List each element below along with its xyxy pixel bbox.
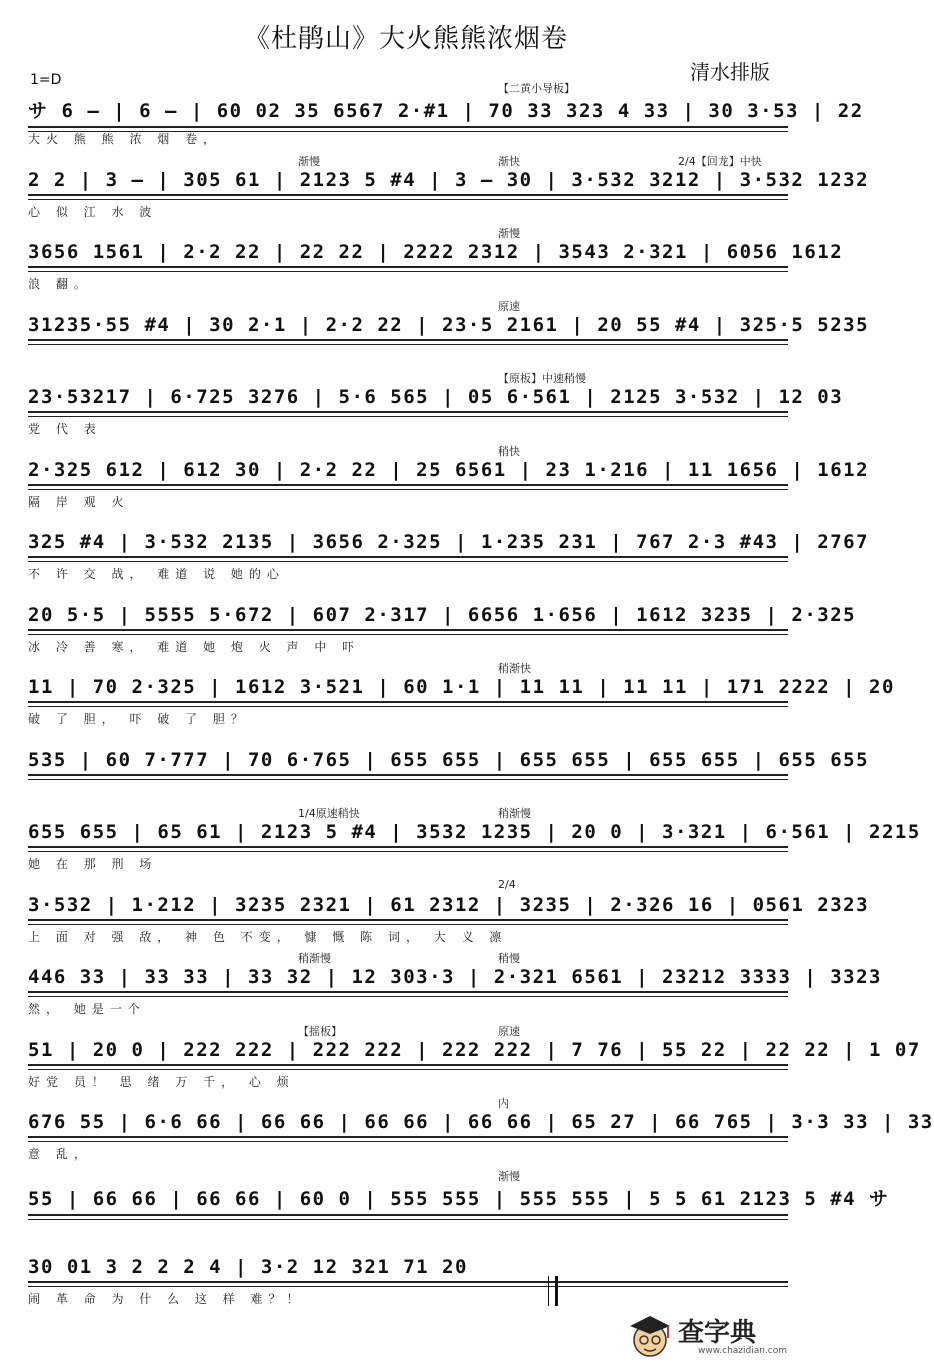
notation-line: 30 01 3 2 2 2 4 | 3·2 12 321 71 20: [28, 1256, 788, 1283]
notation-line: 23·53217 | 6·725 3276 | 5·6 565 | 05 6·561 | 2125 3·532 | 12 03: [28, 386, 788, 413]
score-row: [28, 662, 895, 736]
lyrics-line: 破 了 胆， 吓 破 了 胆？: [28, 712, 249, 726]
tempo-marking: 1/4原速稍快: [298, 807, 360, 820]
tempo-marking: 稍快: [498, 444, 520, 458]
lyrics-line: 党 代 表: [28, 422, 102, 436]
site-name: 查字典: [678, 1318, 757, 1348]
notation-line: 655 655 | 65 61 | 2123 5 #4 | 3532 1235 | 20 0 | 3·321 | 6·561 | 2215: [28, 821, 788, 848]
site-url: www.chazidian.com: [698, 1346, 788, 1356]
key-signature: 1=D: [30, 72, 62, 88]
tempo-marking: 2/4【回龙】中快: [678, 154, 762, 168]
notation-line: 51 | 20 0 | 222 222 | 222 222 | 222 222 | 7 76 | 55 22 | 22 22 | 1 07: [28, 1039, 788, 1066]
score-row: [28, 877, 870, 954]
score-row: [28, 952, 882, 1026]
lyrics-line: 大火 熊 熊 浓 烟 卷，: [28, 132, 222, 146]
tempo-marking: 稍渐快: [498, 662, 531, 675]
final-barline: [548, 1276, 558, 1306]
notation-line: 676 55 | 6·6 66 | 66 66 | 66 66 | 66 66 | 65 27 | 66 765 | 3·3 33 | 33: [28, 1111, 788, 1138]
tempo-marking: 【原板】中速稍慢: [498, 372, 586, 385]
lyrics-line: 浪 翻。: [28, 277, 92, 291]
score-row: [28, 531, 870, 591]
lyrics-line: 心 似 江 水 波: [28, 204, 158, 219]
score-row: [28, 444, 870, 519]
lyrics-line: 她 在 那 刑 场: [28, 857, 158, 871]
tempo-marking: 稍渐慢: [498, 807, 531, 820]
lyrics-line: 意 乱，: [28, 1147, 92, 1161]
score-row: [28, 1169, 890, 1244]
tempo-marking: 渐慢: [298, 154, 320, 168]
lyrics-line: 冰 冷 善 寒， 难道 她 炮 火 声 中 吓: [28, 639, 361, 654]
score-row: [28, 748, 870, 809]
page-title: 《杜鹃山》大火熊熊浓烟卷: [243, 24, 568, 54]
lyrics-line: 好党 员！ 思 绪 万 千， 心 烦: [28, 1074, 295, 1089]
mascot-icon: [624, 1310, 676, 1362]
score-row: [28, 154, 870, 229]
tempo-marking: 稍渐慢: [298, 952, 331, 965]
notation-line: 3·532 | 1·212 | 3235 2321 | 61 2312 | 3235 | 2·326 16 | 0561 2323: [28, 894, 788, 921]
tempo-marking: 稍慢: [498, 952, 520, 965]
arranger-credit: 清水排版: [690, 60, 770, 84]
notation-line: 2 2 | 3 — | 305 61 | 2123 5 #4 | 3 — 30 | 3·532 3212 | 3·532 1232: [28, 169, 788, 196]
notation-line: 20 5·5 | 5555 5·672 | 607 2·317 | 6656 1·656 | 1612 3235 | 2·325: [28, 604, 788, 631]
tempo-marking: 2/4: [498, 877, 516, 891]
notation-line: サ 6 — | 6 — | 60 02 35 6567 2·#1 | 70 33 323 4 33 | 30 3·53 | 22: [28, 96, 788, 128]
notation-line: 325 #4 | 3·532 2135 | 3656 2·325 | 1·235 231 | 767 2·3 #43 | 2767: [28, 531, 788, 558]
notation-line: 535 | 60 7·777 | 70 6·765 | 655 655 | 655 655 | 655 655 | 655 655: [28, 749, 788, 776]
tempo-marking: 【二黄小导板】: [498, 82, 575, 95]
tempo-marking: 原速: [498, 299, 520, 313]
tempo-marking: 渐快: [498, 154, 520, 168]
tempo-marking: 【摇板】: [298, 1024, 342, 1038]
tempo-marking: 原速: [498, 1024, 520, 1038]
notation-line: 446 33 | 33 33 | 33 32 | 12 303·3 | 2·321 6561 | 23212 3333 | 3323: [28, 966, 788, 993]
score-row: [28, 807, 921, 881]
tempo-marking: 渐慢: [498, 1169, 520, 1183]
score-row: [28, 227, 844, 301]
notation-line: 11 | 70 2·325 | 1612 3·521 | 60 1·1 | 11 11 | 11 11 | 171 2222 | 20: [28, 676, 788, 703]
score-row: [28, 299, 870, 374]
tempo-marking: 内: [498, 1097, 509, 1110]
lyrics-line: 隔 岸 观 火: [28, 494, 130, 509]
lyrics-line: 闹 革 命 为 什 么 这 样 难？！: [28, 1292, 305, 1306]
notation-line: 3656 1561 | 2·2 22 | 22 22 | 2222 2312 | 3543 2·321 | 6056 1612: [28, 241, 788, 268]
notation-line: 2·325 612 | 612 30 | 2·2 22 | 25 6561 | 23 1·216 | 11 1656 | 1612: [28, 459, 788, 486]
site-logo: [620, 1308, 806, 1364]
lyrics-line: 上 面 对 强 敌， 神 色 不变， 慷 慨 陈 词， 大 义 凛: [28, 929, 508, 944]
score-row: [28, 1097, 934, 1171]
notation-line: 31235·55 #4 | 30 2·1 | 2·2 22 | 23·5 2161 | 20 55 #4 | 325·5 5235: [28, 314, 788, 341]
tempo-marking: 渐慢: [498, 227, 520, 240]
score-row: [28, 1256, 788, 1316]
score-row: [28, 1024, 921, 1099]
score-row: [28, 603, 857, 664]
score-row: [28, 372, 844, 446]
notation-line: 55 | 66 66 | 66 66 | 60 0 | 555 555 | 555 555 | 5 5 61 2123 5 #4 サ: [28, 1184, 788, 1216]
lyrics-line: 不 许 交 战， 难道 说 她的心: [28, 567, 285, 581]
score-row: [28, 82, 864, 156]
lyrics-line: 然， 她是一个: [28, 1002, 146, 1016]
